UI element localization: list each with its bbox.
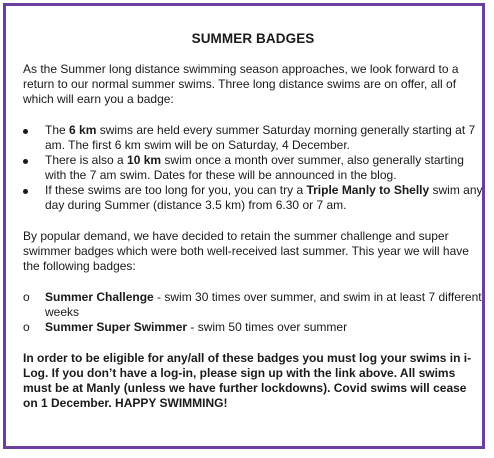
swims-list <box>23 123 483 213</box>
list-item-6km <box>23 123 483 153</box>
swim-text-before: There is also a <box>45 153 128 167</box>
list-item-super-swimmer <box>23 320 483 335</box>
badges-list <box>23 290 483 335</box>
swim-highlight: 6 km <box>69 123 97 137</box>
badge-description: - swim 50 times over summer <box>187 320 348 334</box>
swim-highlight: 10 km <box>127 153 162 167</box>
badge-name: Summer Challenge <box>45 290 154 304</box>
swim-highlight: Triple Manly to Shelly <box>306 183 430 197</box>
hollow-circle-icon: o <box>23 320 30 334</box>
badge-name: Summer Super Swimmer <box>45 320 188 334</box>
badge-description: - swim 30 times over summer, and swim in at least 7 different weeks <box>45 290 482 319</box>
hollow-circle-icon: o <box>23 290 30 304</box>
closing-paragraph: In order to be eligible for any/all of these badges you must log your swims in i-Log. If you don’t have a log-in, please sign up with the link above. All swims must be at Manly (unless we have further lockdowns). Covid swims will cease on 1 December. HAPPY SWIMMING! <box>23 351 472 410</box>
list-item-summer-challenge <box>23 290 483 320</box>
bullet-icon <box>23 183 37 198</box>
swim-text-after: swims are held every summer Saturday morning generally starting at 7 am. The first 6 km swim will be on Saturday, 4 December. <box>45 123 476 152</box>
swim-text-after: swim once a month over summer, also generally starting with the 7 am swim. Dates for these will be announced in the blog. <box>45 153 464 182</box>
document-content <box>23 31 483 411</box>
challenge-paragraph: By popular demand, we have decided to retain the summer challenge and super swimmer badges which were both well-received last summer. This year we will have the following badges: <box>23 229 469 273</box>
list-item-triple <box>23 183 483 213</box>
list-item-10km <box>23 153 483 183</box>
swim-text-after: swim any day during Summer (distance 3.5 km) from 6.30 or 7 am. <box>45 183 483 212</box>
document-frame <box>3 3 485 449</box>
bullet-icon <box>23 123 37 138</box>
intro-paragraph: As the Summer long distance swimming season approaches, we look forward to a return to our normal summer swims. Three long distance swims are on offer, all of which will earn you a badge: <box>23 62 459 106</box>
page-title: SUMMER BADGES <box>191 31 315 46</box>
swim-text-before: If these swims are too long for you, you can try a <box>45 183 307 197</box>
swim-text-before: The <box>45 123 70 137</box>
bullet-icon <box>23 153 37 168</box>
